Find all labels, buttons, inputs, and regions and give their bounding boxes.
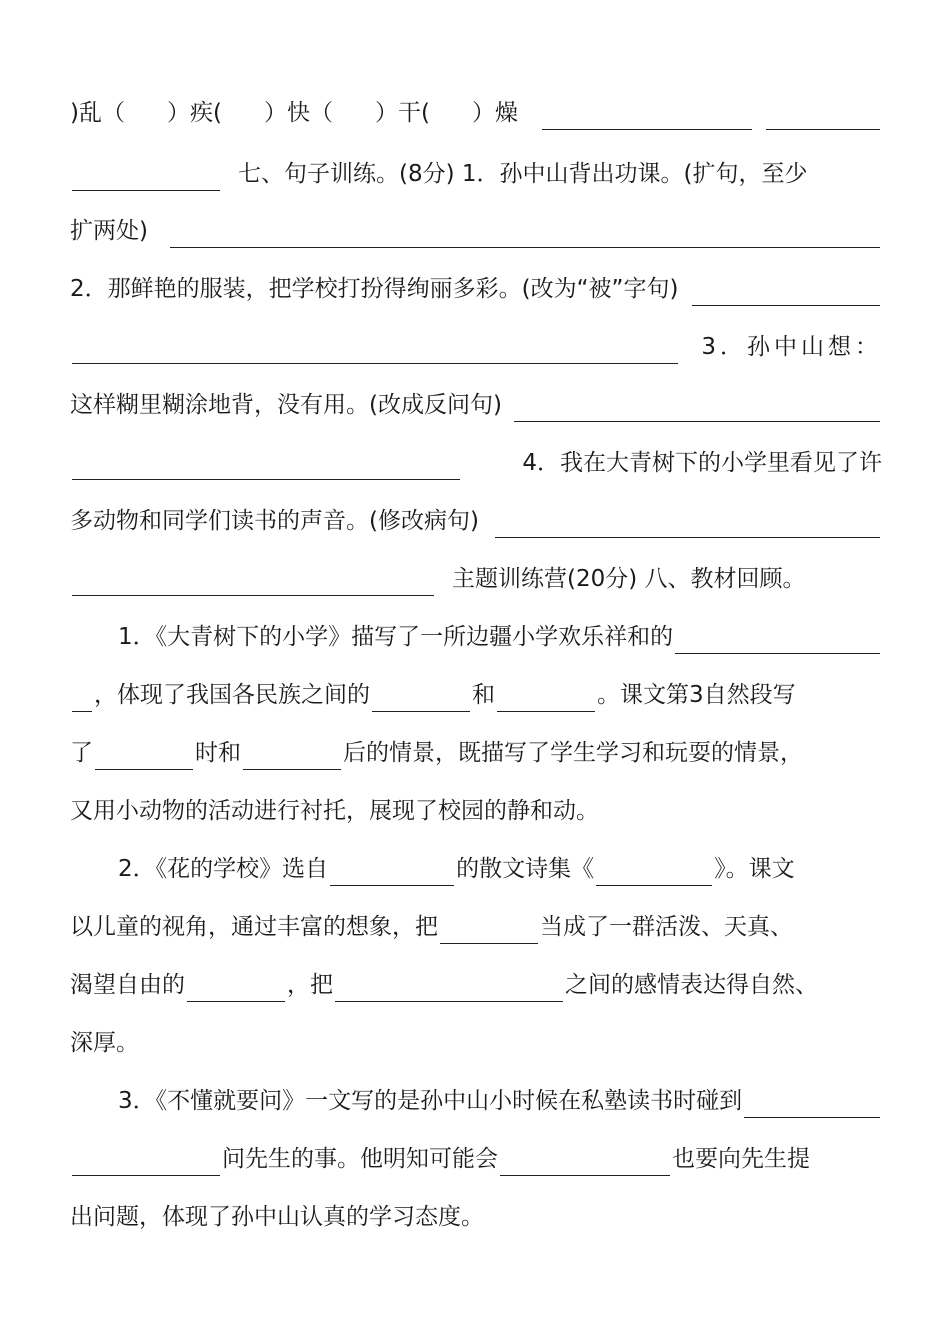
answer-blank[interactable] [330,859,454,886]
line-14 [118,852,882,886]
question-text: 》。课文 [714,856,795,882]
question-text: 3．《不懂就要问》一文写的是孙中山小时候在私塾读书时碰到 [118,1088,743,1114]
answer-blank[interactable] [243,743,341,770]
answer-blank[interactable] [335,975,563,1002]
question-text: ，体现了我国各民族之间的 [94,682,370,708]
line-20 [70,1200,882,1234]
line-17 [70,1026,882,1060]
line-12 [70,736,882,770]
line-5 [70,330,882,364]
answer-blank[interactable] [95,743,193,770]
question-text: 时和 [195,740,241,766]
line-16 [70,968,882,1002]
answer-blank[interactable] [500,1149,670,1176]
question-text: 这样糊里糊涂地背，没有用。(改成反问句) [70,392,502,418]
line-6 [70,388,882,422]
answer-blank[interactable] [542,103,752,130]
question-text: 3．孙中山想： [701,334,882,360]
answer-blank[interactable] [187,975,285,1002]
line-2 [70,157,882,191]
answer-blank[interactable] [72,337,678,364]
bracket-text-4: ）干( [374,100,430,126]
question-text: 的散文诗集《 [456,856,595,882]
bracket-text-1: )乱（ [70,100,125,126]
answer-blank[interactable] [514,395,880,422]
section-7-heading: 七、句子训练。(8分) 1．孙中山背出功课。(扩句，至少 [238,161,808,187]
question-text: 2．那鲜艳的服装，把学校打扮得绚丽多彩。(改为“被”字句) [70,276,679,302]
line-10 [118,620,882,654]
bracket-text-2: ）疾( [166,100,222,126]
bracket-text-3: ）快（ [263,100,333,126]
answer-blank[interactable] [675,627,880,654]
question-text: 了 [70,740,93,766]
answer-blank[interactable] [692,279,880,306]
question-text: 2．《花的学校》选自 [118,856,329,882]
question-text: 多动物和同学们读书的声音。(修改病句) [70,508,479,534]
question-text: 。课文第3自然段写 [597,682,796,708]
question-text: ，把 [287,972,333,998]
line-15 [70,910,882,944]
question-text: 和 [472,682,495,708]
question-text: 后的情景，既描写了学生学习和玩耍的情景， [343,740,803,766]
question-text: 4．我在大青树下的小学里看见了许 [522,450,882,476]
answer-blank[interactable] [72,685,92,712]
section-8-heading: 主题训练营(20分) 八、教材回顾。 [452,566,806,592]
line-9 [70,562,882,596]
answer-blank[interactable] [766,103,880,130]
question-text: 以儿童的视角，通过丰富的想象，把 [70,914,438,940]
line-18 [118,1084,882,1118]
line-8 [70,504,882,538]
answer-blank[interactable] [170,221,880,248]
line-13 [70,794,882,828]
question-text: 渴望自由的 [70,972,185,998]
line-7 [70,446,882,480]
line-1 [70,96,882,130]
question-text: 扩两处) [70,218,148,244]
line-11 [70,678,882,712]
question-text: 当成了一群活泼、天真、 [540,914,793,940]
question-text: 又用小动物的活动进行衬托，展现了校园的静和动。 [70,798,599,824]
line-4 [70,272,882,306]
line-19 [70,1142,882,1176]
question-text: 出问题，体现了孙中山认真的学习态度。 [70,1204,484,1230]
answer-blank[interactable] [440,917,538,944]
answer-blank[interactable] [596,859,712,886]
answer-blank[interactable] [72,569,434,596]
answer-blank[interactable] [72,1149,220,1176]
question-text: 1．《大青树下的小学》描写了一所边疆小学欢乐祥和的 [118,624,674,650]
answer-blank[interactable] [497,685,595,712]
answer-blank[interactable] [372,685,470,712]
answer-blank[interactable] [72,164,220,191]
answer-blank[interactable] [744,1091,880,1118]
question-text: 也要向先生提 [672,1146,810,1172]
line-3 [70,214,882,248]
question-text: 之间的感情表达得自然、 [565,972,818,998]
question-text: 问先生的事。他明知可能会 [222,1146,498,1172]
answer-blank[interactable] [495,511,880,538]
bracket-text-5: ）燥 [471,100,518,126]
answer-blank[interactable] [72,453,460,480]
question-text: 深厚。 [70,1030,139,1056]
